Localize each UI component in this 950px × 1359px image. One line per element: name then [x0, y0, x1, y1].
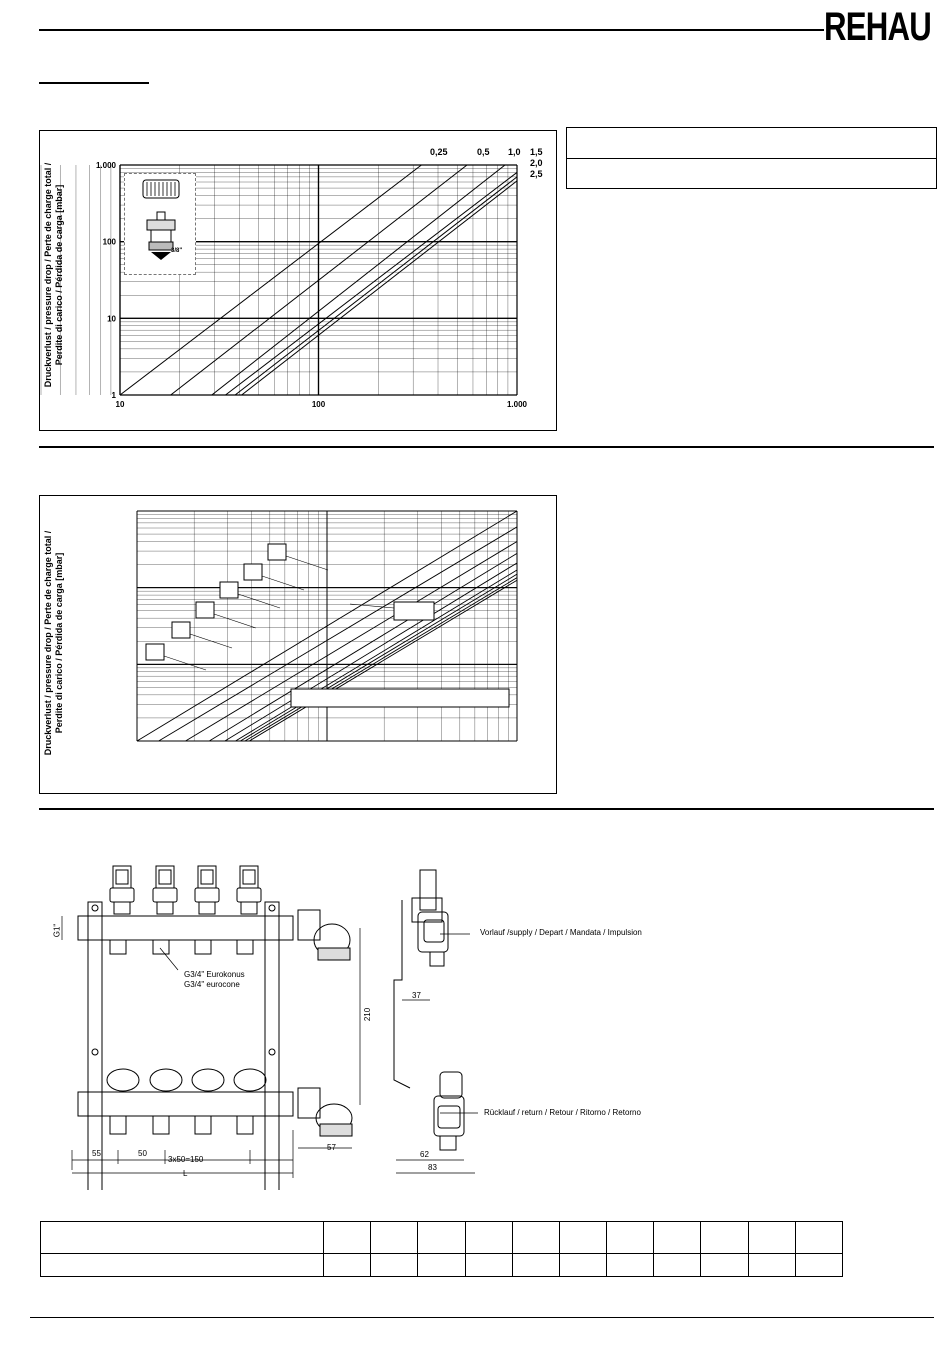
chart-2-callout-box [172, 622, 190, 638]
return-bar [78, 1092, 293, 1116]
chart-2-series-line [240, 574, 517, 741]
chart-2-callout-leader [238, 594, 280, 608]
chart-1-series-line [225, 172, 517, 395]
chart-1-x-tick: 10 [115, 400, 125, 409]
dim-3x50: 3x50=150 [168, 1155, 204, 1164]
chart-2-callout-box [146, 644, 164, 660]
chart-2-callout-leader [190, 634, 232, 648]
chart-1 [40, 131, 556, 430]
chart-1-series-line [242, 181, 517, 395]
dim-83: 83 [428, 1163, 437, 1172]
chart-1-series-label: 0,25 [430, 147, 448, 157]
chart-1-ylabel: Druckverlust / pressure drop / Perte de charge total / Perdite di carico / Pérdida de carga [mbar] [43, 162, 64, 388]
section-title-underline [39, 82, 149, 84]
chart-1-series-label: 1,0 [508, 147, 521, 157]
chart-2-legend-box [291, 689, 509, 707]
chart-1-frame [39, 130, 557, 431]
chart-2-series-line [209, 553, 517, 741]
dim-210: 210 [363, 1007, 373, 1022]
supply-label: Vorlauf /supply / Depart / Mandata / Impulsion [480, 928, 642, 937]
chart-1-series-label: 2,5 [530, 169, 543, 179]
eurokonus-label: G3/4" Eurokonus G3/4" eurocone [184, 970, 245, 989]
chart-1-series-label: 1,5 [530, 147, 543, 157]
chart-1-y-tick: 1 [111, 391, 116, 400]
chart-2-frame [39, 495, 557, 794]
top-valves [110, 866, 261, 914]
valve-size-label: 3/8" [171, 248, 183, 254]
dim-50: 50 [138, 1149, 147, 1158]
chart-2-series-line [159, 527, 517, 741]
valve-illustration [124, 173, 196, 275]
dimensions-table [40, 1221, 843, 1277]
dim-37: 37 [412, 991, 421, 1000]
chart-2-series-line [225, 563, 517, 741]
chart-1-series-label: 0,5 [477, 147, 490, 157]
supply-bar [78, 916, 293, 940]
chart-1-y-tick: 100 [102, 237, 116, 247]
chart-2-series-line [249, 580, 517, 741]
section-rule-2 [39, 808, 934, 810]
dim-L: L [183, 1169, 188, 1178]
dim-62: 62 [420, 1150, 429, 1159]
chart-2-series-line [245, 578, 517, 741]
footer-rule [30, 1317, 934, 1318]
chart-2-callout-leader [214, 614, 256, 628]
chart-2-callout-leader [286, 556, 328, 570]
chart-1-grid [40, 165, 517, 395]
chart-1-series-label: 2,0 [530, 158, 543, 168]
side-view [394, 870, 478, 1173]
info-box-row-2 [567, 158, 937, 189]
dim-55: 55 [92, 1149, 101, 1158]
info-box [566, 127, 937, 189]
rehau-logo: REHAU [824, 5, 932, 49]
manifold-drawing [0, 830, 950, 1190]
chart-1-y-tick: 1.000 [95, 161, 116, 170]
bracket-left [88, 902, 102, 1190]
chart-1-x-tick: 100 [311, 400, 326, 409]
chart-2-callout-box [268, 544, 286, 560]
dim-57: 57 [327, 1143, 336, 1152]
return-label: Rücklauf / return / Retour / Ritorno / Retorno [484, 1108, 641, 1117]
chart-2-ylabel: Druckverlust / pressure drop / Perte de charge total / Perdite di carico / Pérdida de carga [mbar] [43, 530, 64, 756]
chart-2-callout-box [196, 602, 214, 618]
section-rule-1 [39, 446, 934, 448]
chart-2-callout-box [244, 564, 262, 580]
bottom-valves [107, 1069, 266, 1091]
chart-1-y-tick: 10 [107, 314, 116, 324]
valve-icon [125, 174, 195, 274]
dim-g1: G1" [52, 923, 62, 938]
chart-1-x-tick: 1.000 [506, 400, 528, 409]
chart-1-series-line [212, 165, 505, 395]
header-rule [39, 29, 824, 31]
chart-1-series-line [235, 177, 517, 395]
info-box-row-1 [567, 128, 937, 159]
bracket-right [265, 902, 279, 1190]
chart-2-callout-box [394, 602, 434, 620]
chart-2-callout-box [220, 582, 238, 598]
chart-2 [40, 496, 556, 793]
